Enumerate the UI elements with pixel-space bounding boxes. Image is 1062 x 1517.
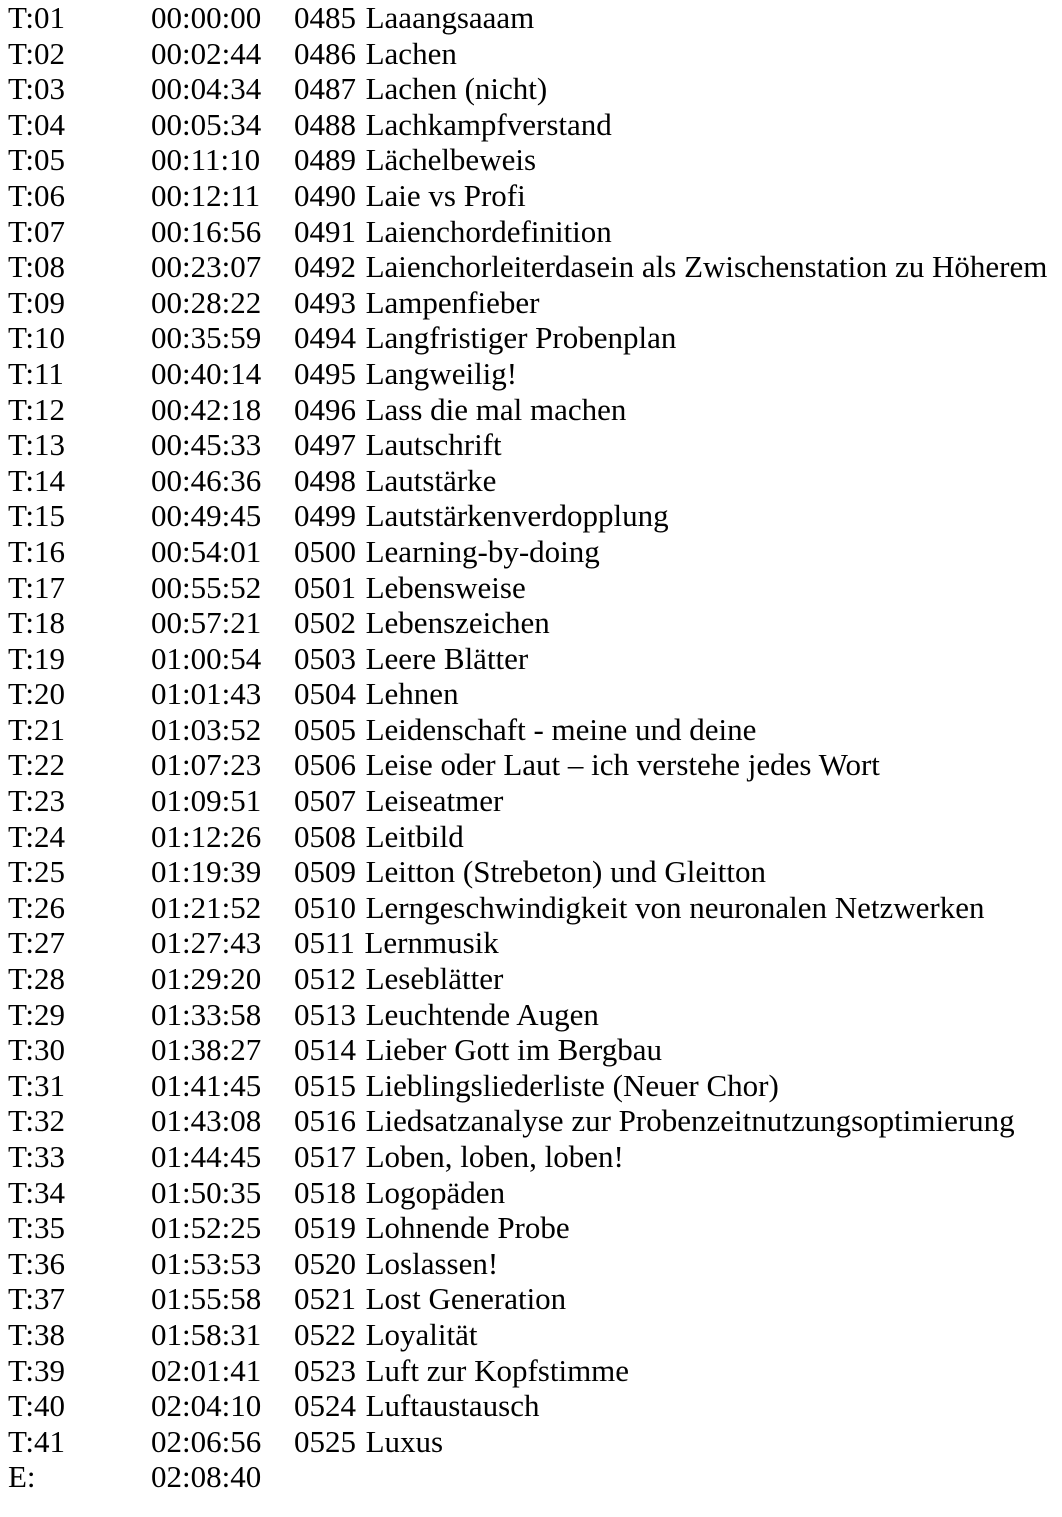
track-row xyxy=(8,854,1062,890)
track-row xyxy=(8,214,1062,250)
track-row xyxy=(8,142,1062,178)
track-row xyxy=(8,107,1062,143)
track-timecode: 01:00:54 xyxy=(151,640,262,676)
track-timecode: 01:01:43 xyxy=(151,676,262,712)
track-index: T:17 xyxy=(8,569,66,605)
track-row xyxy=(8,249,1062,285)
track-timecode: 00:54:01 xyxy=(151,533,262,569)
track-timecode: 01:53:53 xyxy=(151,1245,262,1281)
track-row xyxy=(8,1175,1062,1211)
track-title: Laaangsaaam xyxy=(365,0,535,35)
track-title: Lachen (nicht) xyxy=(365,71,548,107)
track-timecode: 00:05:34 xyxy=(151,106,262,142)
track-title: Loslassen! xyxy=(365,1245,499,1281)
track-index: T:39 xyxy=(8,1352,66,1388)
track-number: 0485 xyxy=(294,0,356,35)
track-timecode: 01:38:27 xyxy=(151,1032,262,1068)
track-title: Lebenszeichen xyxy=(365,605,550,641)
track-row xyxy=(8,463,1062,499)
track-title: Luxus xyxy=(365,1423,444,1459)
track-title: Lautstärke xyxy=(365,462,497,498)
track-index: T:33 xyxy=(8,1139,66,1174)
track-number: 0510 xyxy=(294,889,356,925)
track-row xyxy=(8,0,1062,36)
track-index: T:07 xyxy=(8,213,66,249)
track-timecode: 00:55:52 xyxy=(151,569,262,605)
track-title: Lost Generation xyxy=(365,1281,567,1317)
track-number: 0513 xyxy=(294,996,356,1032)
end-marker-label: E: xyxy=(8,1459,36,1495)
track-timecode: 00:49:45 xyxy=(151,498,262,534)
track-number: 0514 xyxy=(294,1032,356,1068)
track-number: 0519 xyxy=(294,1210,356,1246)
track-timecode: 01:09:51 xyxy=(151,783,262,819)
tracklist-end-row xyxy=(8,1459,1062,1495)
track-timecode: 00:23:07 xyxy=(151,249,262,285)
track-index: T:37 xyxy=(8,1281,66,1317)
track-number: 0520 xyxy=(294,1245,356,1281)
track-index: T:30 xyxy=(8,1032,66,1068)
track-index: T:41 xyxy=(8,1423,66,1459)
track-row xyxy=(8,1246,1062,1282)
track-row xyxy=(8,1210,1062,1246)
track-title: Lächelbeweis xyxy=(365,142,537,178)
track-row xyxy=(8,36,1062,72)
track-timecode: 02:04:10 xyxy=(151,1388,262,1424)
track-number: 0524 xyxy=(294,1388,356,1424)
track-index: T:08 xyxy=(8,249,66,285)
track-index: T:06 xyxy=(8,177,66,213)
track-number: 0486 xyxy=(294,35,356,71)
track-row xyxy=(8,747,1062,783)
track-title: Lernmusik xyxy=(364,925,499,961)
track-number: 0518 xyxy=(294,1174,356,1210)
track-row xyxy=(8,605,1062,641)
track-number: 0488 xyxy=(294,106,356,142)
track-number: 0503 xyxy=(294,640,356,676)
track-title: Lehnen xyxy=(365,676,459,712)
track-index: T:25 xyxy=(8,854,66,890)
track-title: Langfristiger Probenplan xyxy=(365,320,677,356)
track-title: Luft zur Kopfstimme xyxy=(365,1352,630,1388)
track-title: Leere Blätter xyxy=(365,640,529,676)
track-number: 0512 xyxy=(294,961,356,997)
track-row xyxy=(8,427,1062,463)
track-number: 0491 xyxy=(294,213,356,249)
track-row xyxy=(8,961,1062,997)
track-timecode: 01:33:58 xyxy=(151,996,262,1032)
track-row xyxy=(8,1388,1062,1424)
track-number: 0516 xyxy=(294,1103,356,1139)
track-index: T:19 xyxy=(8,640,66,676)
track-timecode: 01:29:20 xyxy=(151,961,262,997)
track-row xyxy=(8,819,1062,855)
track-title: Laie vs Profi xyxy=(365,177,526,213)
track-row xyxy=(8,1139,1062,1175)
track-number: 0504 xyxy=(294,676,356,712)
track-timecode: 01:19:39 xyxy=(151,854,262,890)
track-timecode: 02:06:56 xyxy=(151,1423,262,1459)
track-timecode: 00:57:21 xyxy=(151,605,262,641)
track-title: Learning-by-doing xyxy=(365,533,600,569)
track-title: Leitbild xyxy=(365,818,464,854)
track-index: T:38 xyxy=(8,1316,66,1352)
track-row xyxy=(8,498,1062,534)
track-index: T:01 xyxy=(8,0,66,35)
track-number: 0502 xyxy=(294,605,356,641)
track-number: 0517 xyxy=(294,1139,356,1174)
track-index: T:23 xyxy=(8,783,66,819)
track-row xyxy=(8,1032,1062,1068)
track-index: T:32 xyxy=(8,1103,66,1139)
track-number: 0497 xyxy=(294,427,356,463)
track-row xyxy=(8,925,1062,961)
track-timecode: 00:28:22 xyxy=(151,284,262,320)
track-row xyxy=(8,1281,1062,1317)
track-index: T:10 xyxy=(8,320,66,356)
track-timecode: 01:07:23 xyxy=(151,747,262,783)
track-number: 0506 xyxy=(294,747,356,783)
end-timecode: 02:08:40 xyxy=(151,1459,262,1495)
track-index: T:05 xyxy=(8,142,66,178)
track-timecode: 01:41:45 xyxy=(151,1067,262,1103)
track-index: T:24 xyxy=(8,818,66,854)
track-timecode: 01:12:26 xyxy=(151,818,262,854)
track-index: T:22 xyxy=(8,747,66,783)
track-index: T:18 xyxy=(8,605,66,641)
track-title: Lebensweise xyxy=(365,569,526,605)
track-title: Logopäden xyxy=(365,1174,506,1210)
track-title: Lampenfieber xyxy=(365,284,540,320)
track-row xyxy=(8,641,1062,677)
track-timecode: 01:44:45 xyxy=(151,1139,262,1174)
track-title: Luftaustausch xyxy=(365,1388,540,1424)
track-index: T:09 xyxy=(8,284,66,320)
track-index: T:29 xyxy=(8,996,66,1032)
track-row xyxy=(8,1353,1062,1389)
track-number: 0525 xyxy=(294,1423,356,1459)
track-number: 0511 xyxy=(294,925,355,961)
track-timecode: 00:12:11 xyxy=(151,177,261,213)
track-timecode: 01:21:52 xyxy=(151,889,262,925)
track-index: T:02 xyxy=(8,35,66,71)
track-title: Lautschrift xyxy=(365,427,502,463)
track-number: 0501 xyxy=(294,569,356,605)
track-number: 0493 xyxy=(294,284,356,320)
track-index: T:26 xyxy=(8,889,66,925)
track-timecode: 00:00:00 xyxy=(151,0,262,35)
track-number: 0494 xyxy=(294,320,356,356)
track-index: T:20 xyxy=(8,676,66,712)
track-row xyxy=(8,890,1062,926)
track-title: Lieblingsliederliste (Neuer Chor) xyxy=(365,1067,779,1103)
track-number: 0509 xyxy=(294,854,356,890)
track-timecode: 02:01:41 xyxy=(151,1352,262,1388)
track-number: 0515 xyxy=(294,1067,356,1103)
track-timecode: 00:16:56 xyxy=(151,213,262,249)
track-title: Lass die mal machen xyxy=(365,391,627,427)
track-timecode: 01:27:43 xyxy=(151,925,262,961)
track-timecode: 01:55:58 xyxy=(151,1281,262,1317)
track-timecode: 01:03:52 xyxy=(151,711,262,747)
track-title: Leuchtende Augen xyxy=(365,996,599,1032)
track-number: 0523 xyxy=(294,1352,356,1388)
track-index: T:28 xyxy=(8,961,66,997)
track-number: 0521 xyxy=(294,1281,356,1317)
track-timecode: 00:45:33 xyxy=(151,427,262,463)
track-row xyxy=(8,1424,1062,1460)
track-title: Lohnende Probe xyxy=(365,1210,570,1246)
track-title: Leise oder Laut – ich verstehe jedes Wort xyxy=(365,747,880,783)
track-title: Lautstärkenverdopplung xyxy=(365,498,669,534)
track-index: T:27 xyxy=(8,925,66,961)
track-title: Lieber Gott im Bergbau xyxy=(365,1032,663,1068)
track-index: T:12 xyxy=(8,391,66,427)
track-title: Lachkampfverstand xyxy=(365,106,612,142)
track-title: Leseblätter xyxy=(365,961,504,997)
track-timecode: 00:04:34 xyxy=(151,71,262,107)
track-number: 0522 xyxy=(294,1316,356,1352)
track-index: T:36 xyxy=(8,1245,66,1281)
track-title: Leiseatmer xyxy=(365,783,504,819)
track-timecode: 01:52:25 xyxy=(151,1210,262,1246)
track-index: T:40 xyxy=(8,1388,66,1424)
track-row xyxy=(8,71,1062,107)
track-timecode: 01:50:35 xyxy=(151,1174,262,1210)
track-title: Laienchorleiterdasein als Zwischenstation zu Höherem xyxy=(365,249,1048,285)
track-row xyxy=(8,356,1062,392)
track-index: T:21 xyxy=(8,711,66,747)
track-index: T:04 xyxy=(8,106,66,142)
track-title: Langweilig! xyxy=(365,355,518,391)
track-index: T:34 xyxy=(8,1174,66,1210)
track-number: 0492 xyxy=(294,249,356,285)
track-timecode: 00:02:44 xyxy=(151,35,262,71)
track-index: T:11 xyxy=(8,355,64,391)
track-title: Liedsatzanalyse zur Probenzeitnutzungsoptimierung xyxy=(365,1103,1015,1139)
track-number: 0487 xyxy=(294,71,356,107)
track-row xyxy=(8,178,1062,214)
track-row xyxy=(8,676,1062,712)
track-row xyxy=(8,285,1062,321)
track-title: Lerngeschwindigkeit von neuronalen Netzwerken xyxy=(365,889,985,925)
track-timecode: 00:35:59 xyxy=(151,320,262,356)
track-title: Loben, loben, loben! xyxy=(365,1139,624,1174)
track-number: 0496 xyxy=(294,391,356,427)
track-number: 0499 xyxy=(294,498,356,534)
track-number: 0490 xyxy=(294,177,356,213)
track-timecode: 00:42:18 xyxy=(151,391,262,427)
track-number: 0507 xyxy=(294,783,356,819)
track-timecode: 00:11:10 xyxy=(151,142,261,178)
track-title: Leidenschaft - meine und deine xyxy=(365,711,757,747)
track-row xyxy=(8,997,1062,1033)
track-row xyxy=(8,1068,1062,1104)
track-row xyxy=(8,712,1062,748)
track-index: T:35 xyxy=(8,1210,66,1246)
track-title: Laienchordefinition xyxy=(365,213,612,249)
track-number: 0495 xyxy=(294,355,356,391)
track-number: 0498 xyxy=(294,462,356,498)
track-title: Leitton (Strebeton) und Gleitton xyxy=(365,854,766,890)
track-timecode: 00:40:14 xyxy=(151,355,262,391)
track-index: T:31 xyxy=(8,1067,66,1103)
track-row xyxy=(8,570,1062,606)
track-timecode: 01:58:31 xyxy=(151,1316,262,1352)
track-title: Loyalität xyxy=(365,1316,478,1352)
track-title: Lachen xyxy=(365,35,457,71)
track-number: 0489 xyxy=(294,142,356,178)
track-row xyxy=(8,783,1062,819)
track-number: 0500 xyxy=(294,533,356,569)
track-row xyxy=(8,1317,1062,1353)
track-index: T:14 xyxy=(8,462,66,498)
track-index: T:16 xyxy=(8,533,66,569)
track-index: T:03 xyxy=(8,71,66,107)
track-number: 0505 xyxy=(294,711,356,747)
track-timecode: 01:43:08 xyxy=(151,1103,262,1139)
track-row xyxy=(8,392,1062,428)
track-index: T:13 xyxy=(8,427,66,463)
track-number: 0508 xyxy=(294,818,356,854)
track-row xyxy=(8,534,1062,570)
track-row xyxy=(8,1103,1062,1139)
track-index: T:15 xyxy=(8,498,66,534)
track-timecode: 00:46:36 xyxy=(151,462,262,498)
track-row xyxy=(8,320,1062,356)
